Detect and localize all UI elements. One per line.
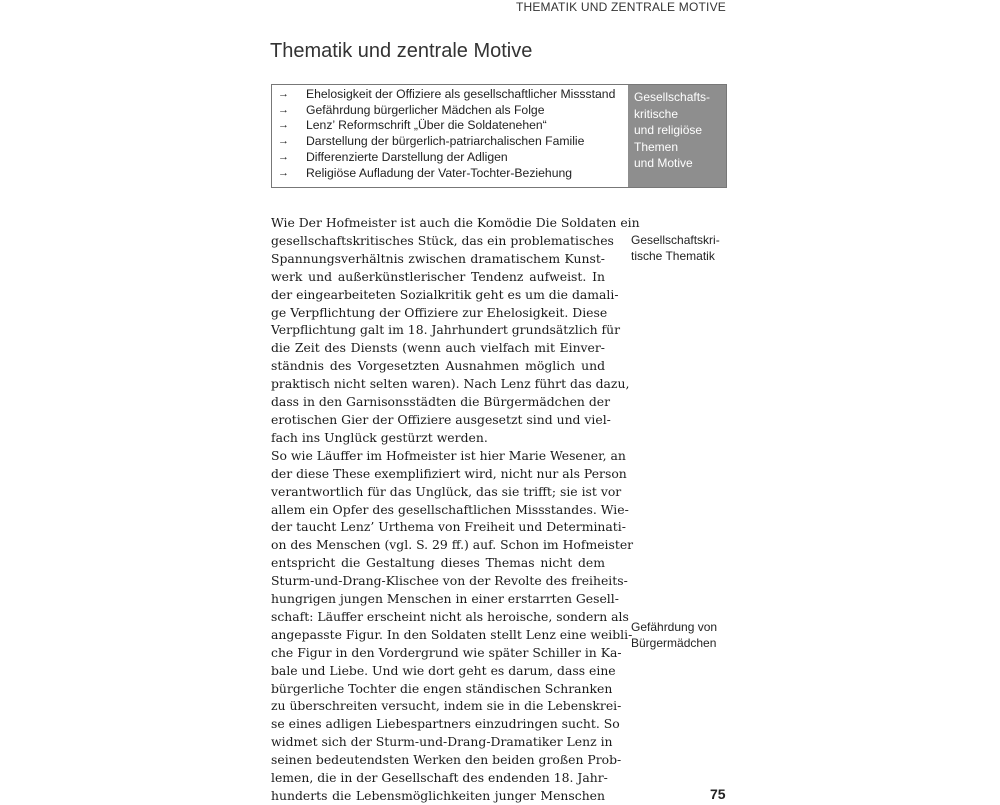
body-line: erotischen Gier der Offiziere ausgesetzt sind und viel-: [271, 411, 611, 427]
margin-note-line: Gefährdung von: [631, 620, 718, 634]
margin-note-line: Gesellschaftskri-: [631, 233, 720, 247]
body-line: fach ins Unglück gestürzt werden.: [271, 429, 488, 445]
arrow-right-icon: →: [278, 135, 289, 148]
list-item: [278, 134, 628, 150]
margin-note-line: Bürgermädchen: [631, 636, 717, 650]
summary-box: [271, 84, 727, 188]
body-line: allem ein Opfer des gesellschaftlichen Missstandes. Wie-: [271, 501, 629, 517]
body-line: praktisch nicht selten waren). Nach Lenz führt das dazu,: [271, 376, 630, 392]
margin-note-line: tische Thematik: [631, 249, 715, 263]
body-line: seinen bedeutendsten Werken den beiden großen Prob-: [271, 752, 622, 768]
body-line: widmet sich der Sturm-und-Drang-Dramatiker Lenz in: [271, 734, 613, 750]
body-line: schaft: Läuffer erscheint nicht als heroische, sondern als: [271, 608, 629, 624]
list-item: [278, 87, 628, 103]
arrow-right-icon: →: [278, 150, 289, 163]
summary-item-text: Differenzierte Darstellung der Adligen: [306, 149, 508, 164]
body-line: lemen, die in der Gesellschaft des endenden 18. Jahr-: [271, 770, 608, 786]
body-line: bürgerliche Tochter die engen ständischen Schranken: [271, 680, 613, 696]
chapter-title: Thematik und zentrale Motive: [270, 40, 533, 62]
body-line: der diese These exemplifiziert wird, nicht nur als Person: [271, 465, 627, 481]
tag-line: kritische: [634, 106, 679, 121]
body-line: die Zeit des Diensts (wenn auch vielfach mit Einver-: [271, 340, 605, 356]
list-item: [278, 103, 628, 119]
body-line: ständnis des Vorgesetzten Ausnahmen möglich und: [271, 358, 605, 374]
body-line: angepasste Figur. In den Soldaten stellt Lenz eine weibli-: [271, 626, 633, 642]
running-head: THEMATIK UND ZENTRALE MOTIVE: [515, 0, 726, 14]
tag-line: Gesellschafts-: [634, 90, 711, 104]
body-line: verantwortlich für das Unglück, das sie trifft; sie ist vor: [271, 483, 622, 499]
margin-note-endangerment: [631, 619, 717, 651]
body-text: [271, 214, 640, 805]
body-line: zu überschreiten versucht, indem sie in die Lebenskrei-: [271, 698, 622, 714]
body-line: entspricht die Gestaltung dieses Themas nicht dem: [271, 555, 605, 571]
body-line: der eingearbeiteten Sozialkritik geht es um die damali-: [271, 286, 619, 302]
list-item: [278, 118, 628, 134]
body-line: Sturm-und-Drang-Klischee von der Revolte des freiheits-: [271, 573, 628, 589]
list-item: [278, 150, 628, 166]
body-line: Wie Der Hofmeister ist auch die Komödie Die Soldaten ein: [271, 215, 640, 230]
body-line: ge Verpflichtung der Offiziere zur Ehelosigkeit. Diese: [271, 304, 608, 320]
body-line: Verpflichtung galt im 18. Jahrhundert grundsätzlich für: [271, 322, 621, 338]
body-line: Spannungsverhältnis zwischen dramatischem Kunst-: [271, 250, 605, 266]
arrow-right-icon: →: [278, 119, 289, 132]
arrow-right-icon: →: [278, 88, 289, 100]
body-line: bale und Liebe. Und wie dort geht es darum, dass eine: [271, 662, 616, 678]
page-number: 75: [710, 786, 726, 802]
list-item: [278, 166, 628, 182]
summary-item-text: Ehelosigkeit der Offiziere als gesellschaftlicher Missstand: [306, 87, 616, 101]
tag-line: und religiöse: [634, 123, 703, 137]
arrow-right-icon: →: [278, 166, 289, 179]
body-line: hungrigen jungen Menschen in einer erstarrten Gesell-: [271, 591, 619, 607]
body-line: gesellschaftskritisches Stück, das ein problematisches: [271, 232, 614, 248]
arrow-right-icon: →: [278, 103, 289, 116]
body-line: che Figur in den Vordergrund wie später Schiller in Ka-: [271, 644, 622, 660]
body-line: werk und außerkünstlerischer Tendenz aufweist. In: [271, 268, 605, 284]
tag-line: Themen: [634, 139, 679, 154]
body-line: So wie Läuffer im Hofmeister ist hier Marie Wesener, an: [271, 447, 626, 463]
body-line: dass in den Garnisonsstädten die Bürgermädchen der: [271, 394, 611, 410]
body-line: se eines adligen Liebespartners einzudringen sucht. So: [271, 716, 620, 732]
summary-tag: [628, 85, 726, 187]
margin-note-social-criticism: [631, 232, 720, 264]
body-line: hunderts die Lebensmöglichkeiten junger Menschen: [271, 788, 605, 803]
summary-item-text: Darstellung der bürgerlich-patriarchalischen Familie: [306, 134, 585, 149]
body-line: on des Menschen (vgl. S. 29 ff.) auf. Schon im Hofmeister: [271, 537, 634, 553]
tag-line: und Motive: [634, 156, 693, 170]
summary-item-text: Gefährdung bürgerlicher Mädchen als Folge: [306, 102, 545, 117]
summary-item-text: Lenz’ Reformschrift „Über die Soldatenehen“: [306, 118, 547, 133]
summary-list: [272, 85, 628, 187]
body-line: der taucht Lenz’ Urthema von Freiheit und Determinati-: [271, 519, 626, 535]
summary-item-text: Religiöse Aufladung der Vater-Tochter-Beziehung: [306, 165, 573, 180]
